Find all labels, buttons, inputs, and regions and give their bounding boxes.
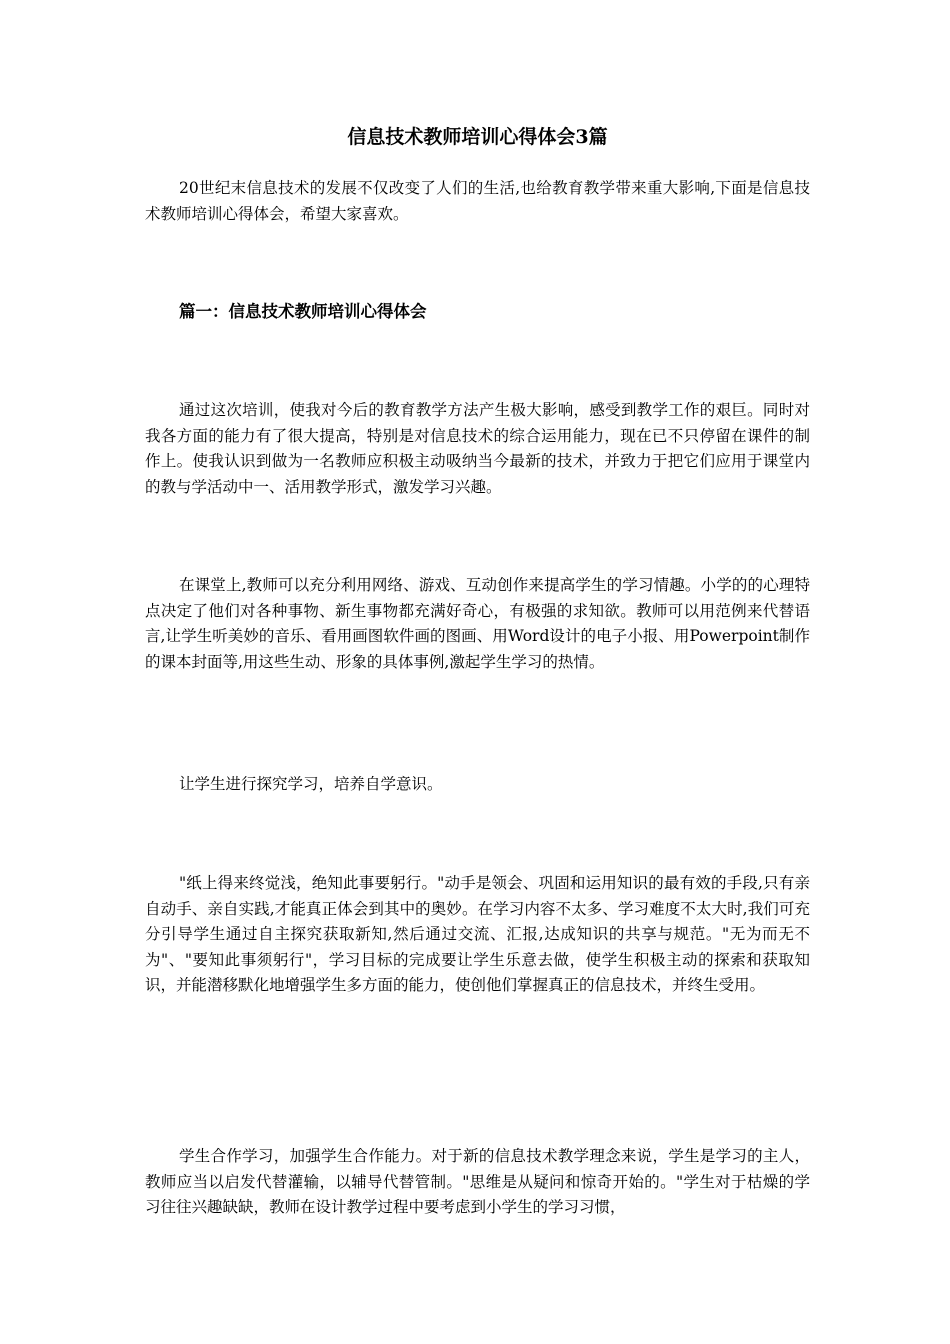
section-heading: 篇一：信息技术教师培训心得体会 bbox=[179, 302, 427, 321]
document-title: 信息技术教师培训心得体会3篇 bbox=[347, 126, 608, 148]
body-paragraph-3: 让学生进行探究学习，培养自学意识。 bbox=[179, 775, 443, 793]
body-paragraph-2: 在课堂上,教师可以充分利用网络、游戏、互动创作来提高学生的学习情趣。小学的的心理特点决定了他们对各种事物、新生事物都充满好奇心，有极强的求知欲。教师可以用范例来代替语言,让学生听美妙的音乐、看用画图软件画的图画、用Word设计的电子小报、用Powerpoint制作的课本封面等,用这些生动、形象的具体事例,激起学生学习的热情。 bbox=[145, 576, 810, 671]
body-paragraph-5: 学生合作学习，加强学生合作能力。对于新的信息技术教学理念来说，学生是学习的主人，教师应当以启发代替灌输，以辅导代替管制。"思维是从疑问和惊奇开始的。"学生对于枯燥的学习往往兴趣缺缺，教师在设计教学过程中要考虑到小学生的学习习惯， bbox=[145, 1147, 810, 1216]
body-paragraph-1: 通过这次培训，使我对今后的教育教学方法产生极大影响，感受到教学工作的艰巨。同时对我各方面的能力有了很大提高，特别是对信息技术的综合运用能力，现在已不只停留在课件的制作上。使我认识到做为一名教师应积极主动吸纳当今最新的技术，并致力于把它们应用于课堂内的教与学活动中一、活用教学形式，激发学习兴趣。 bbox=[145, 401, 810, 496]
body-paragraph-4: "纸上得来终觉浅，绝知此事要躬行。"动手是领会、巩固和运用知识的最有效的手段,只有亲自动手、亲自实践,才能真正体会到其中的奥妙。在学习内容不太多、学习难度不太大时,我们可充分引导学生通过自主探究获取新知,然后通过交流、汇报,达成知识的共享与规范。"无为而无不为"、"要知此事须躬行"，学习目标的完成要让学生乐意去做，使学生积极主动的探索和获取知识，并能潜移默化地增强学生多方面的能力，使创他们掌握真正的信息技术，并终生受用。 bbox=[145, 874, 810, 994]
intro-paragraph: 20世纪末信息技术的发展不仅改变了人们的生活,也给教育教学带来重大影响,下面是信息技术教师培训心得体会，希望大家喜欢。 bbox=[145, 179, 810, 223]
